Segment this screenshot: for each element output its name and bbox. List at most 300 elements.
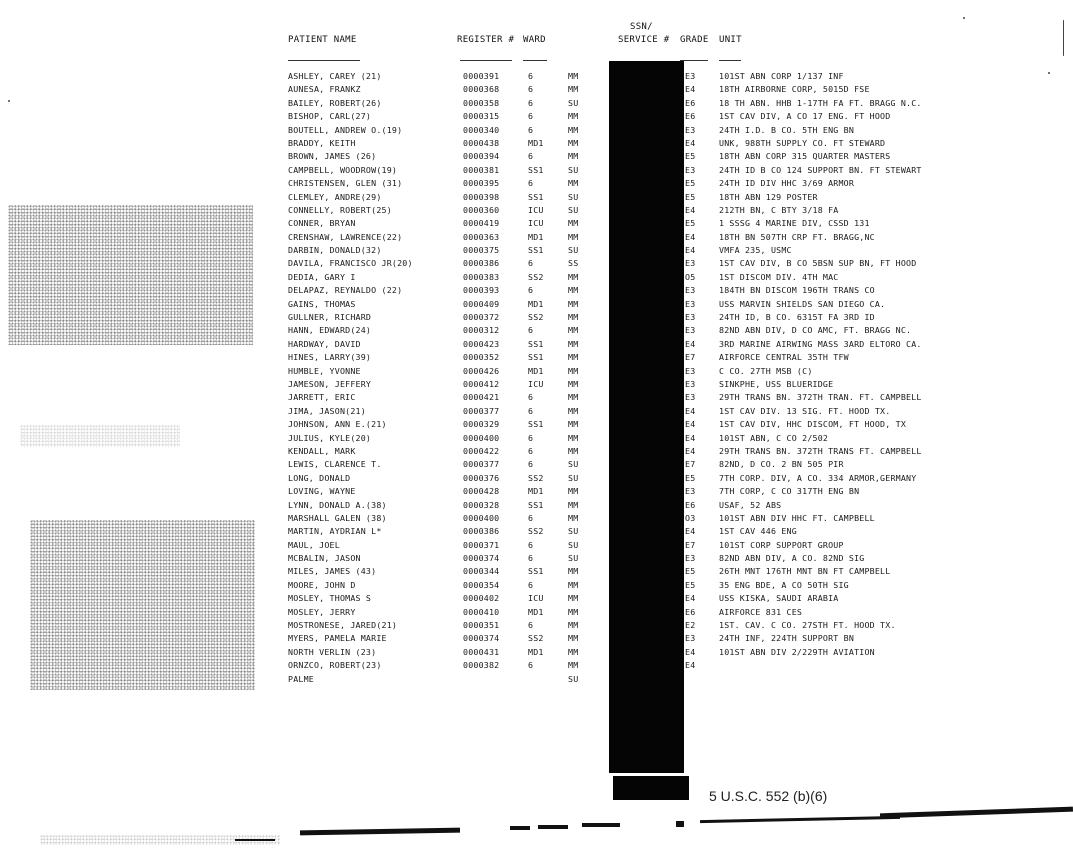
ward: 6 [528,579,534,590]
register-number: 0000381 [463,164,500,175]
service-code: SU [568,673,579,684]
service-code: MM [568,378,579,389]
patient-row [0,485,1073,498]
patient-row [0,418,1073,431]
patient-row [0,83,1073,96]
patient-name: CRENSHAW, LAWRENCE(22) [288,231,403,242]
ward: SS1 [528,191,544,202]
patient-row [0,110,1073,123]
ward: SS2 [528,472,544,483]
ward: 6 [528,392,534,403]
service-code: MM [568,151,579,162]
grade: E3 [685,365,696,376]
ward: 6 [528,124,534,135]
patient-name: DEDIA, GARY I [288,271,356,282]
patient-name: ORNZCO, ROBERT(23) [288,660,382,671]
patient-name: GAINS, THOMAS [288,298,356,309]
grade: E4 [685,445,696,456]
grade: E6 [685,111,696,122]
grade: E3 [685,325,696,336]
patient-name: CLEMLEY, ANDRE(29) [288,191,382,202]
ward: 6 [528,459,534,470]
register-number: 0000400 [463,512,500,523]
patient-name: DAVILA, FRANCISCO JR(20) [288,258,413,269]
grade: E4 [685,660,696,671]
unit: 1ST CAV DIV. 13 SIG. FT. HOOD TX. [719,405,891,416]
header-ward: WARD [523,35,546,45]
service-code: MM [568,633,579,644]
service-code: MM [568,512,579,523]
patient-name: JARRETT, ERIC [288,392,356,403]
service-code: MM [568,352,579,363]
grade: E4 [685,646,696,657]
patient-row [0,405,1073,418]
patient-row [0,137,1073,150]
register-number: 0000394 [463,151,500,162]
ward: 6 [528,151,534,162]
service-code: MM [568,445,579,456]
ward: 6 [528,84,534,95]
register-number: 0000421 [463,392,500,403]
patient-row [0,579,1073,592]
register-number: 0000354 [463,579,500,590]
scan-edge-dash [582,823,620,827]
grade: E3 [685,486,696,497]
register-number: 0000358 [463,97,500,108]
patient-row [0,257,1073,270]
patient-row [0,177,1073,190]
grade: E3 [685,553,696,564]
patient-name: BISHOP, CARL(27) [288,111,372,122]
patient-name: MOORE, JOHN D [288,579,356,590]
unit: 101ST ABN CORP 1/137 INF [719,71,844,81]
service-code: MM [568,178,579,189]
patient-row [0,646,1073,659]
service-code: SU [568,472,579,483]
unit: 18TH BN 507TH CRP FT. BRAGG,NC [719,231,875,242]
grade: E3 [685,392,696,403]
patient-row [0,271,1073,284]
patient-name: BAILEY, ROBERT(26) [288,97,382,108]
ward: 6 [528,325,534,336]
unit: 82ND ABN DIV, A CO. 82ND SIG [719,553,865,564]
service-code: MM [568,620,579,631]
unit: 3RD MARINE AIRWING MASS 3ARD ELTORO CA. [719,338,922,349]
service-code: MM [568,646,579,657]
patient-row [0,565,1073,578]
unit: 29TH TRANS BN. 372TH TRANS FT. CAMPBELL [719,445,922,456]
header-underline [288,60,360,61]
register-number: 0000409 [463,298,500,309]
register-number: 0000360 [463,204,500,215]
service-code: MM [568,84,579,95]
grade: E3 [685,633,696,644]
ward: ICU [528,204,544,215]
patient-row [0,512,1073,525]
patient-row [0,552,1073,565]
grade: E4 [685,593,696,604]
ward: MD1 [528,298,544,309]
header-unit: UNIT [719,35,742,45]
patient-row [0,204,1073,217]
register-number: 0000410 [463,606,500,617]
header-ssn-top: SSN/ [630,22,653,32]
patient-row [0,164,1073,177]
unit: 82ND ABN DIV, D CO AMC, FT. BRAGG NC. [719,325,912,336]
patient-name: PALME [288,673,314,684]
service-code: SU [568,164,579,175]
service-code: MM [568,606,579,617]
patient-row [0,338,1073,351]
register-number: 0000386 [463,526,500,537]
header-grade: GRADE [680,35,709,45]
grade: E4 [685,245,696,256]
unit: 212TH BN, C BTY 3/18 FA [719,204,839,215]
unit: 101ST ABN, C CO 2/502 [719,432,829,443]
patient-row [0,378,1073,391]
grade: E3 [685,285,696,296]
unit: 101ST ABN DIV HHC FT. CAMPBELL [719,512,875,523]
register-number: 0000375 [463,245,500,256]
register-number: 0000395 [463,178,500,189]
grade: E5 [685,151,696,162]
patient-name: MYERS, PAMELA MARIE [288,633,387,644]
register-number: 0000344 [463,566,500,577]
register-number: 0000368 [463,84,500,95]
grade: E4 [685,405,696,416]
patient-name: JIMA, JASON(21) [288,405,366,416]
unit: 7TH CORP. DIV, A CO. 334 ARMOR,GERMANY [719,472,917,483]
patient-name: HUMBLE, YVONNE [288,365,361,376]
ssn-redaction-box [613,776,689,800]
grade: E7 [685,352,696,363]
grade: E3 [685,258,696,269]
patient-list [0,70,1073,686]
patient-name: DELAPAZ, REYNALDO (22) [288,285,403,296]
patient-name: GULLNER, RICHARD [288,312,372,323]
service-code: MM [568,593,579,604]
register-number: 0000372 [463,312,500,323]
patient-row [0,445,1073,458]
grade: E2 [685,620,696,631]
ward: 6 [528,553,534,564]
unit: 1ST. CAV. C CO. 27STH FT. HOOD TX. [719,620,896,631]
patient-row [0,231,1073,244]
service-code: MM [568,124,579,135]
patient-name: NORTH VERLIN (23) [288,646,377,657]
unit: 26TH MNT 176TH MNT BN FT CAMPBELL [719,566,891,577]
patient-row [0,391,1073,404]
ward: SS2 [528,312,544,323]
service-code: MM [568,499,579,510]
patient-name: ASHLEY, CAREY (21) [288,71,382,81]
service-code: MM [568,566,579,577]
unit: 82ND, D CO. 2 BN 505 PIR [719,459,844,470]
unit: 24TH ID B CO 124 SUPPORT BN. FT STEWART [719,164,922,175]
grade: E4 [685,419,696,430]
service-code: MM [568,432,579,443]
ward: MD1 [528,231,544,242]
grade: E4 [685,137,696,148]
scan-speck [963,17,965,19]
scan-speck [1063,20,1064,56]
patient-name: CAMPBELL, WOODROW(19) [288,164,398,175]
grade: E6 [685,97,696,108]
unit: 18TH ABN CORP 315 QUARTER MASTERS [719,151,891,162]
unit: 1ST DISCOM DIV. 4TH MAC [719,271,839,282]
register-number: 0000363 [463,231,500,242]
register-number: 0000377 [463,405,500,416]
unit: 1ST CAV DIV, HHC DISCOM, FT HOOD, TX [719,419,907,430]
ward: SS1 [528,566,544,577]
patient-row [0,124,1073,137]
unit: 184TH BN DISCOM 196TH TRANS CO [719,285,875,296]
patient-row [0,365,1073,378]
ward: SS2 [528,526,544,537]
ward: MD1 [528,137,544,148]
scan-edge-dash [510,826,530,830]
patient-name: MOSLEY, THOMAS S [288,593,372,604]
register-number: 0000312 [463,325,500,336]
service-code: MM [568,298,579,309]
register-number: 0000371 [463,539,500,550]
register-number: 0000412 [463,378,500,389]
grade: E3 [685,298,696,309]
ward: 6 [528,512,534,523]
patient-name: MCBALIN, JASON [288,553,361,564]
register-number: 0000329 [463,419,500,430]
grade: E5 [685,218,696,229]
patient-name: CONNER, BRYAN [288,218,356,229]
register-number: 0000402 [463,593,500,604]
grade: E7 [685,539,696,550]
service-code: SU [568,245,579,256]
patient-row [0,150,1073,163]
header-underline [680,60,708,61]
patient-name: MILES, JAMES (43) [288,566,377,577]
foia-exemption-label: 5 U.S.C. 552 (b)(6) [709,788,828,804]
ward: SS2 [528,271,544,282]
patient-row [0,592,1073,605]
unit: 24TH I.D. B CO. 5TH ENG BN [719,124,855,135]
grade: E3 [685,124,696,135]
ward: 6 [528,405,534,416]
patient-name: AUNESA, FRANKZ [288,84,361,95]
patient-name: MARSHALL GALEN (38) [288,512,387,523]
service-code: MM [568,231,579,242]
header-underline [719,60,741,61]
unit: 24TH ID, B CO. 6315T FA 3RD ID [719,312,875,323]
unit: 35 ENG BDE, A CO 50TH SIG [719,579,849,590]
grade: O3 [685,512,696,523]
ward: 6 [528,111,534,122]
patient-name: CONNELLY, ROBERT(25) [288,204,392,215]
ward: MD1 [528,486,544,497]
unit: 18 TH ABN. HHB 1-17TH FA FT. BRAGG N.C. [719,97,922,108]
patient-name: HANN, EDWARD(24) [288,325,372,336]
ward: SS1 [528,164,544,175]
service-code: MM [568,405,579,416]
patient-row [0,311,1073,324]
header-underline [523,60,547,61]
patient-name: JAMESON, JEFFERY [288,378,372,389]
unit: USS MARVIN SHIELDS SAN DIEGO CA. [719,298,886,309]
service-code: MM [568,271,579,282]
service-code: SU [568,191,579,202]
ward: SS1 [528,338,544,349]
register-number: 0000438 [463,137,500,148]
patient-name: BOUTELL, ANDREW O.(19) [288,124,403,135]
ward: ICU [528,593,544,604]
grade: E4 [685,231,696,242]
grade: E5 [685,566,696,577]
ward: SS1 [528,352,544,363]
patient-row [0,432,1073,445]
grade: E4 [685,84,696,95]
register-number: 0000391 [463,71,500,81]
register-number: 0000422 [463,445,500,456]
ward: 6 [528,445,534,456]
grade: E4 [685,204,696,215]
register-number: 0000383 [463,271,500,282]
patient-row [0,673,1073,686]
service-code: SU [568,539,579,550]
grade: E3 [685,71,696,81]
unit: C CO. 27TH MSB (C) [719,365,813,376]
unit: 101ST ABN DIV 2/229TH AVIATION [719,646,875,657]
patient-name: LEWIS, CLARENCE T. [288,459,382,470]
patient-row [0,525,1073,538]
scan-edge-line [880,807,1073,819]
service-code: MM [568,419,579,430]
register-number: 0000376 [463,472,500,483]
grade: E5 [685,579,696,590]
patient-name: MARTIN, AYDRIAN L* [288,526,382,537]
ward: 6 [528,178,534,189]
patient-row [0,539,1073,552]
service-code: SU [568,526,579,537]
register-number: 0000398 [463,191,500,202]
register-number: 0000400 [463,432,500,443]
unit: 1ST CAV DIV, A CO 17 ENG. FT HOOD [719,111,891,122]
register-number: 0000426 [463,365,500,376]
grade: E4 [685,338,696,349]
register-number: 0000377 [463,459,500,470]
service-code: SU [568,459,579,470]
register-number: 0000428 [463,486,500,497]
unit: 1 SSSG 4 MARINE DIV, CSSD 131 [719,218,870,229]
register-number: 0000386 [463,258,500,269]
patient-row [0,298,1073,311]
header-register: REGISTER # [457,35,515,45]
patient-row [0,191,1073,204]
scan-edge-dash [300,828,460,836]
unit: USAF, 52 ABS [719,499,782,510]
patient-name: CHRISTENSEN, GLEN (31) [288,178,403,189]
register-number: 0000382 [463,660,500,671]
header-underline [460,60,512,61]
patient-name: BROWN, JAMES (26) [288,151,377,162]
patient-name: BRADDY, KEITH [288,137,356,148]
patient-name: LOVING, WAYNE [288,486,356,497]
ward: SS1 [528,419,544,430]
register-number: 0000328 [463,499,500,510]
patient-name: MAUL, JOEL [288,539,340,550]
service-code: MM [568,218,579,229]
register-number: 0000374 [463,633,500,644]
register-number: 0000352 [463,352,500,363]
register-number: 0000340 [463,124,500,135]
unit: 7TH CORP, C CO 317TH ENG BN [719,486,860,497]
scan-edge-dash [676,821,684,827]
unit: 18TH ABN 129 POSTER [719,191,818,202]
patient-name: HINES, LARRY(39) [288,352,372,363]
patient-row [0,472,1073,485]
unit: AIRFORCE 831 CES [719,606,803,617]
unit: 24TH INF, 224TH SUPPORT BN [719,633,855,644]
service-code: MM [568,392,579,403]
unit: 29TH TRANS BN. 372TH TRAN. FT. CAMPBELL [719,392,922,403]
service-code: SU [568,97,579,108]
grade: E6 [685,606,696,617]
grade: E4 [685,432,696,443]
patient-row [0,284,1073,297]
patient-name: DARBIN, DONALD(32) [288,245,382,256]
register-number: 0000315 [463,111,500,122]
patient-row [0,244,1073,257]
grade: E4 [685,526,696,537]
unit: VMFA 235, USMC [719,245,792,256]
register-number: 0000419 [463,218,500,229]
patient-name: HARDWAY, DAVID [288,338,361,349]
unit: SINKPHE, USS BLUERIDGE [719,378,834,389]
ward: 6 [528,660,534,671]
scan-edge-line [235,839,275,841]
register-number: 0000351 [463,620,500,631]
register-number: 0000431 [463,646,500,657]
grade: E5 [685,178,696,189]
ward: SS2 [528,633,544,644]
scan-edge-dash [700,816,900,823]
service-code: MM [568,486,579,497]
ward: 6 [528,285,534,296]
patient-row [0,632,1073,645]
unit: UNK, 988TH SUPPLY CO. FT STEWARD [719,137,886,148]
patient-row [0,659,1073,672]
ward: SS1 [528,245,544,256]
patient-row [0,351,1073,364]
patient-row [0,97,1073,110]
register-number: 0000393 [463,285,500,296]
unit: 24TH ID DIV HHC 3/69 ARMOR [719,178,855,189]
unit: 18TH AIRBORNE CORP, 5015D FSE [719,84,870,95]
ward: ICU [528,378,544,389]
service-code: MM [568,579,579,590]
patient-name: MOSTRONESE, JARED(21) [288,620,398,631]
ward: ICU [528,218,544,229]
patient-name: MOSLEY, JERRY [288,606,356,617]
ward: 6 [528,620,534,631]
grade: E7 [685,459,696,470]
header-service-number: SERVICE # [618,35,670,45]
patient-row [0,324,1073,337]
ward: 6 [528,71,534,81]
unit: 1ST CAV DIV, B CO 5BSN SUP BN, FT HOOD [719,258,917,269]
service-code: SS [568,258,579,269]
patient-row [0,458,1073,471]
patient-row [0,499,1073,512]
ward: 6 [528,258,534,269]
